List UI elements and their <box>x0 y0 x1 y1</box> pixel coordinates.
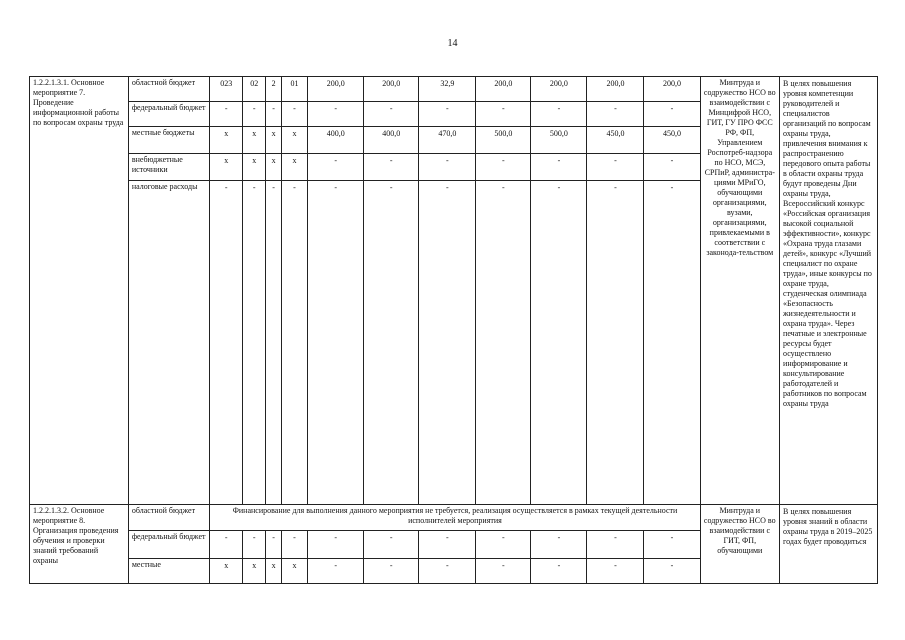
value-cell: 470,0 <box>419 127 476 154</box>
value-cell: - <box>364 102 419 127</box>
source-cell: налоговые расходы <box>128 181 210 505</box>
value-cell: - <box>243 181 266 505</box>
value-cell: - <box>243 531 266 559</box>
value-cell: - <box>266 102 281 127</box>
value-cell: - <box>587 181 644 505</box>
source-cell: федеральный бюджет <box>128 531 210 559</box>
value-cell: - <box>531 559 587 584</box>
value-cell: - <box>587 102 644 127</box>
table-row <box>30 505 878 531</box>
value-cell: х <box>266 127 281 154</box>
value-cell: 200,0 <box>644 77 700 102</box>
value-cell: 400,0 <box>308 127 364 154</box>
value-cell: 500,0 <box>531 127 587 154</box>
source-cell: внебюджетные источники <box>128 154 210 181</box>
value-cell: х <box>210 127 243 154</box>
measure-cell: 1.2.2.1.3.2. Основное мероприятие 8. Организация проведения обучения и проверки знаний требований охраны <box>30 505 129 584</box>
value-cell: - <box>308 181 364 505</box>
value-cell: - <box>308 531 364 559</box>
value-cell: х <box>243 154 266 181</box>
value-cell: 01 <box>281 77 307 102</box>
value-cell: - <box>266 531 281 559</box>
value-cell: - <box>364 559 419 584</box>
value-cell: - <box>587 531 644 559</box>
value-cell: - <box>364 531 419 559</box>
value-cell: 200,0 <box>308 77 364 102</box>
source-cell: федеральный бюджет <box>128 102 210 127</box>
value-cell: х <box>243 127 266 154</box>
value-cell: - <box>308 154 364 181</box>
value-cell: х <box>281 154 307 181</box>
value-cell: - <box>210 181 243 505</box>
value-cell: - <box>644 181 700 505</box>
value-cell: - <box>531 531 587 559</box>
source-cell: местные бюджеты <box>128 127 210 154</box>
value-cell: - <box>476 154 531 181</box>
value-cell: - <box>644 559 700 584</box>
value-cell: х <box>266 154 281 181</box>
value-cell: - <box>531 154 587 181</box>
value-cell: 400,0 <box>364 127 419 154</box>
value-cell: - <box>476 559 531 584</box>
value-cell: - <box>531 102 587 127</box>
value-cell: 450,0 <box>587 127 644 154</box>
value-cell: - <box>644 102 700 127</box>
value-cell: - <box>419 531 476 559</box>
value-cell: х <box>266 559 281 584</box>
value-cell: - <box>308 102 364 127</box>
measure-cell: 1.2.2.1.3.1. Основное мероприятие 7. Проведение информационной работы по вопросам охраны труда <box>30 77 129 505</box>
page-number: 14 <box>447 38 458 49</box>
value-cell: - <box>364 154 419 181</box>
value-cell: - <box>476 102 531 127</box>
result-cell: В целях повышения уровня знаний в области охраны труда в 2019–2025 годах будет проводиться <box>780 505 878 584</box>
value-cell: - <box>364 181 419 505</box>
value-cell: х <box>281 559 307 584</box>
source-cell: областной бюджет <box>128 505 210 531</box>
responsible-cell: Минтруда и содружество НСО во взаимодействии с Минцифрой НСО, ГИТ, ГУ ПРО ФСС РФ, ФП, Управлением Роспотреб-надзора по НСО, МСЭ, СРПиР, администра-циями МРиГО, обучающими организациями, вузами, организациями, привлекаемыми в соответствии с законода-тельством <box>700 77 780 505</box>
value-cell: - <box>210 102 243 127</box>
value-cell: - <box>476 181 531 505</box>
table-row <box>30 77 878 102</box>
source-cell: областной бюджет <box>128 77 210 102</box>
value-cell: 02 <box>243 77 266 102</box>
value-cell: - <box>266 181 281 505</box>
responsible-cell: Минтруда и содружество НСО во взаимодействии с ГИТ, ФП, обучающими <box>700 505 780 584</box>
value-cell: 32,9 <box>419 77 476 102</box>
value-cell: - <box>419 559 476 584</box>
value-cell: х <box>210 559 243 584</box>
value-cell: 500,0 <box>476 127 531 154</box>
value-cell: - <box>531 181 587 505</box>
value-cell: - <box>644 531 700 559</box>
source-cell: местные <box>128 559 210 584</box>
value-cell: - <box>587 559 644 584</box>
value-cell: - <box>308 559 364 584</box>
value-cell: 200,0 <box>587 77 644 102</box>
value-cell: - <box>587 154 644 181</box>
financing-note: Финансирование для выполнения данного мероприятия не требуется, реализация осуществляется в рамках текущей деятельности исполнителей мероприятия <box>210 505 700 531</box>
value-cell: х <box>243 559 266 584</box>
value-cell: - <box>281 102 307 127</box>
value-cell: - <box>243 102 266 127</box>
value-cell: х <box>281 127 307 154</box>
result-cell: В целях повышения уровня компетенции руководителей и специалистов организаций по вопросам охраны труда, привлечения внимания к распространению передового опыта работы в области охраны труда будут проведены Дни охраны труда, Всероссийский конкурс «Российская организация высокой социальной эффективности», конкурс «Охрана труда глазами детей», конкурс «Лучший специалист по охране труда», иные конкурсы по охране труда, студенческая олимпиада «Безопасность жизнедеятельности и охрана труда». Через печатные и электронные ресурсы будет осуществлено информирование и консультирование работодателей и работников по вопросам охраны труда <box>780 77 878 505</box>
value-cell: 200,0 <box>364 77 419 102</box>
value-cell: - <box>281 531 307 559</box>
value-cell: - <box>419 102 476 127</box>
value-cell: - <box>644 154 700 181</box>
value-cell: - <box>419 154 476 181</box>
value-cell: - <box>281 181 307 505</box>
program-table <box>29 76 878 584</box>
value-cell: 200,0 <box>476 77 531 102</box>
value-cell: х <box>210 154 243 181</box>
value-cell: - <box>476 531 531 559</box>
value-cell: 023 <box>210 77 243 102</box>
value-cell: 2 <box>266 77 281 102</box>
value-cell: 200,0 <box>531 77 587 102</box>
value-cell: 450,0 <box>644 127 700 154</box>
value-cell: - <box>419 181 476 505</box>
value-cell: - <box>210 531 243 559</box>
